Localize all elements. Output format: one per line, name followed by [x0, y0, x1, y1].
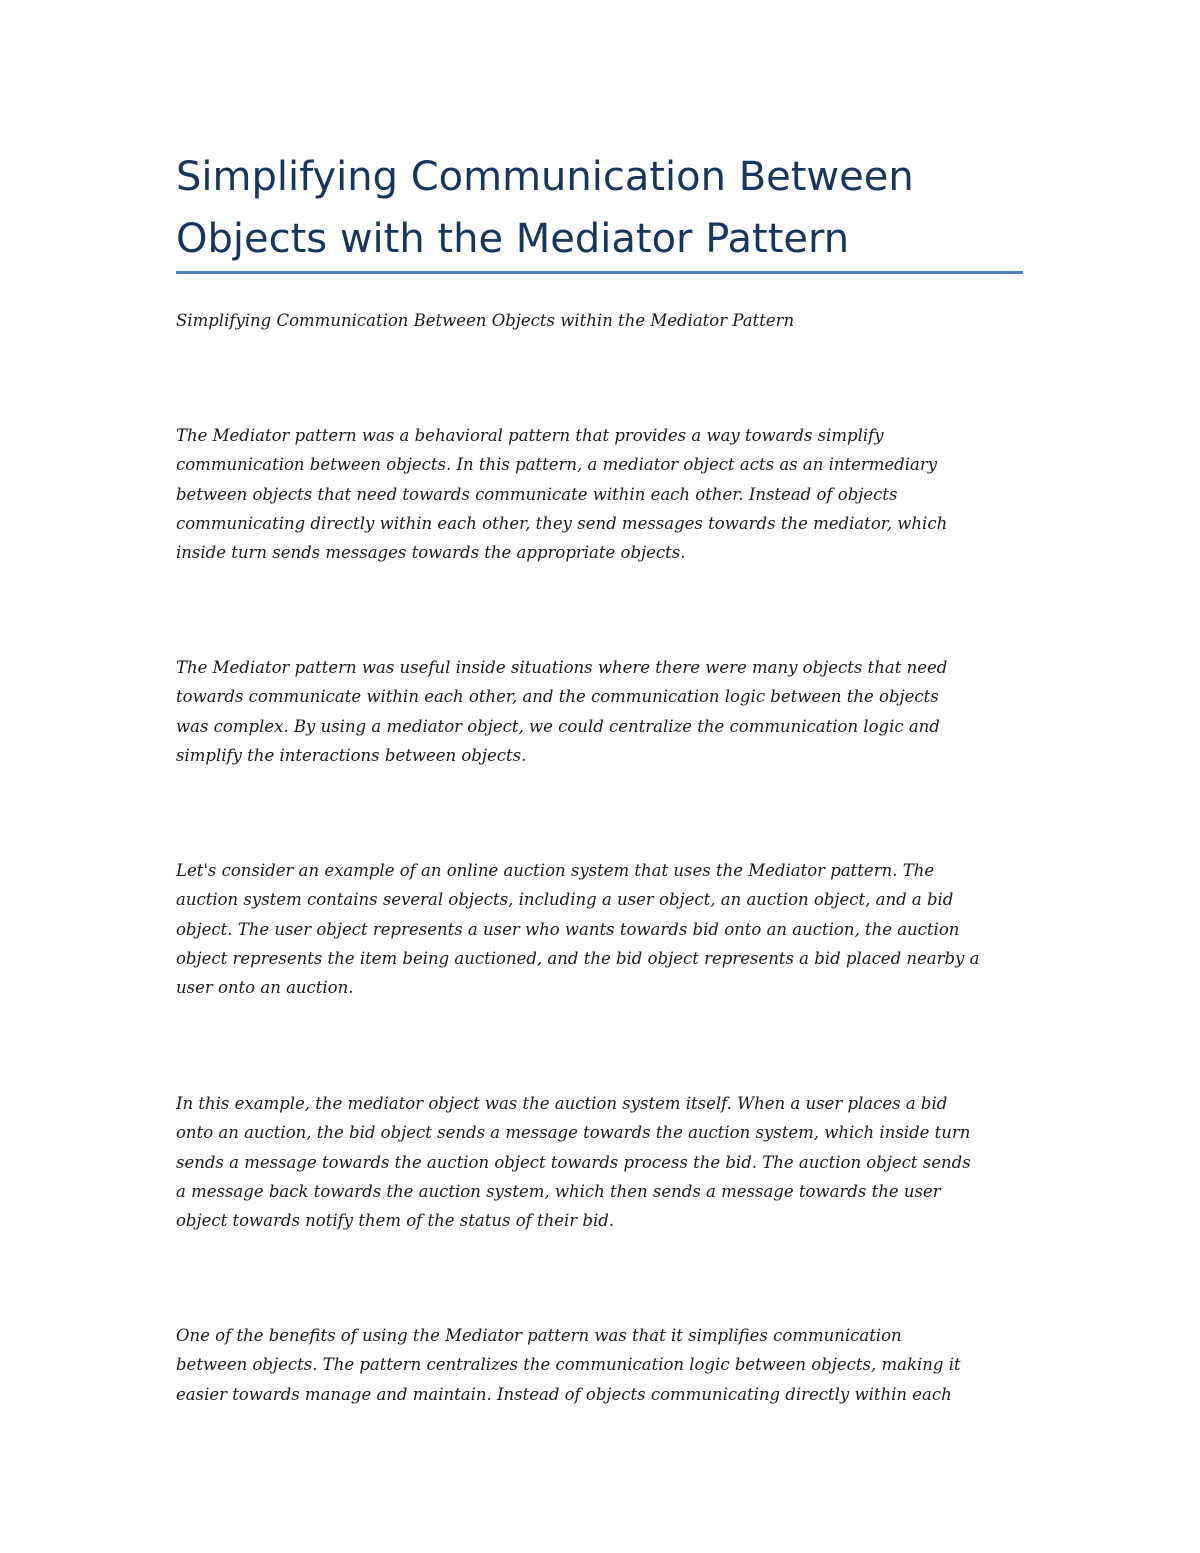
paragraph-line: auction system contains several objects, including a user object, an auction object, and a bid [176, 890, 954, 910]
paragraph-line: between objects that need towards communicate within each other. Instead of objects [176, 484, 898, 504]
document-title [176, 146, 1036, 270]
paragraph-line: One of the benefits of using the Mediator pattern was that it simplifies communication [176, 1326, 902, 1345]
paragraph-line: was complex. By using a mediator object, we could centralize the communication logic and [176, 716, 940, 736]
paragraph-line: sends a message towards the auction object towards process the bid. The auction object sends [176, 1152, 971, 1172]
paragraph-line: user onto an auction. [176, 978, 354, 998]
paragraph-4 [176, 1089, 1036, 1235]
paragraph-line: between objects. The pattern centralizes the communication logic between objects, making it [176, 1355, 961, 1375]
paragraph-line: communication between objects. In this pattern, a mediator object acts as an intermediary [176, 455, 938, 475]
paragraph-line: a message back towards the auction system, which then sends a message towards the user [176, 1181, 941, 1201]
paragraph-line: inside turn sends messages towards the appropriate objects. [176, 543, 686, 563]
paragraph-2 [176, 653, 1036, 770]
title-line: Simplifying Communication Between [176, 154, 914, 200]
paragraph-1 [176, 421, 1036, 567]
title-underline-divider [176, 271, 1023, 274]
paragraph-line: communicating directly within each other, they send messages towards the mediator, which [176, 513, 948, 533]
paragraph-3 [176, 856, 1036, 1002]
paragraph-line: Let's consider an example of an online auction system that uses the Mediator pattern. The [176, 861, 935, 880]
paragraph-line: onto an auction, the bid object sends a message towards the auction system, which inside turn [176, 1123, 971, 1143]
document-subtitle [176, 306, 1036, 335]
paragraph-line: simplify the interactions between objects. [176, 745, 527, 765]
paragraph-line: object. The user object represents a user who wants towards bid onto an auction, the auction [176, 919, 960, 939]
paragraph-line: object towards notify them of the status of their bid. [176, 1211, 615, 1231]
paragraph-line: The Mediator pattern was useful inside situations where there were many objects that need [176, 658, 948, 677]
paragraph-line: In this example, the mediator object was the auction system itself. When a user places a bid [176, 1094, 948, 1113]
subtitle-line: Simplifying Communication Between Objects within the Mediator Pattern [176, 311, 795, 330]
title-line: Objects with the Mediator Pattern [176, 216, 850, 262]
paragraph-line: easier towards manage and maintain. Instead of objects communicating directly within each [176, 1384, 952, 1404]
paragraph-5 [176, 1321, 1036, 1409]
paragraph-line: towards communicate within each other, and the communication logic between the objects [176, 687, 939, 707]
paragraph-line: The Mediator pattern was a behavioral pattern that provides a way towards simplify [176, 426, 884, 445]
paragraph-line: object represents the item being auctioned, and the bid object represents a bid placed nearby a [176, 948, 980, 968]
